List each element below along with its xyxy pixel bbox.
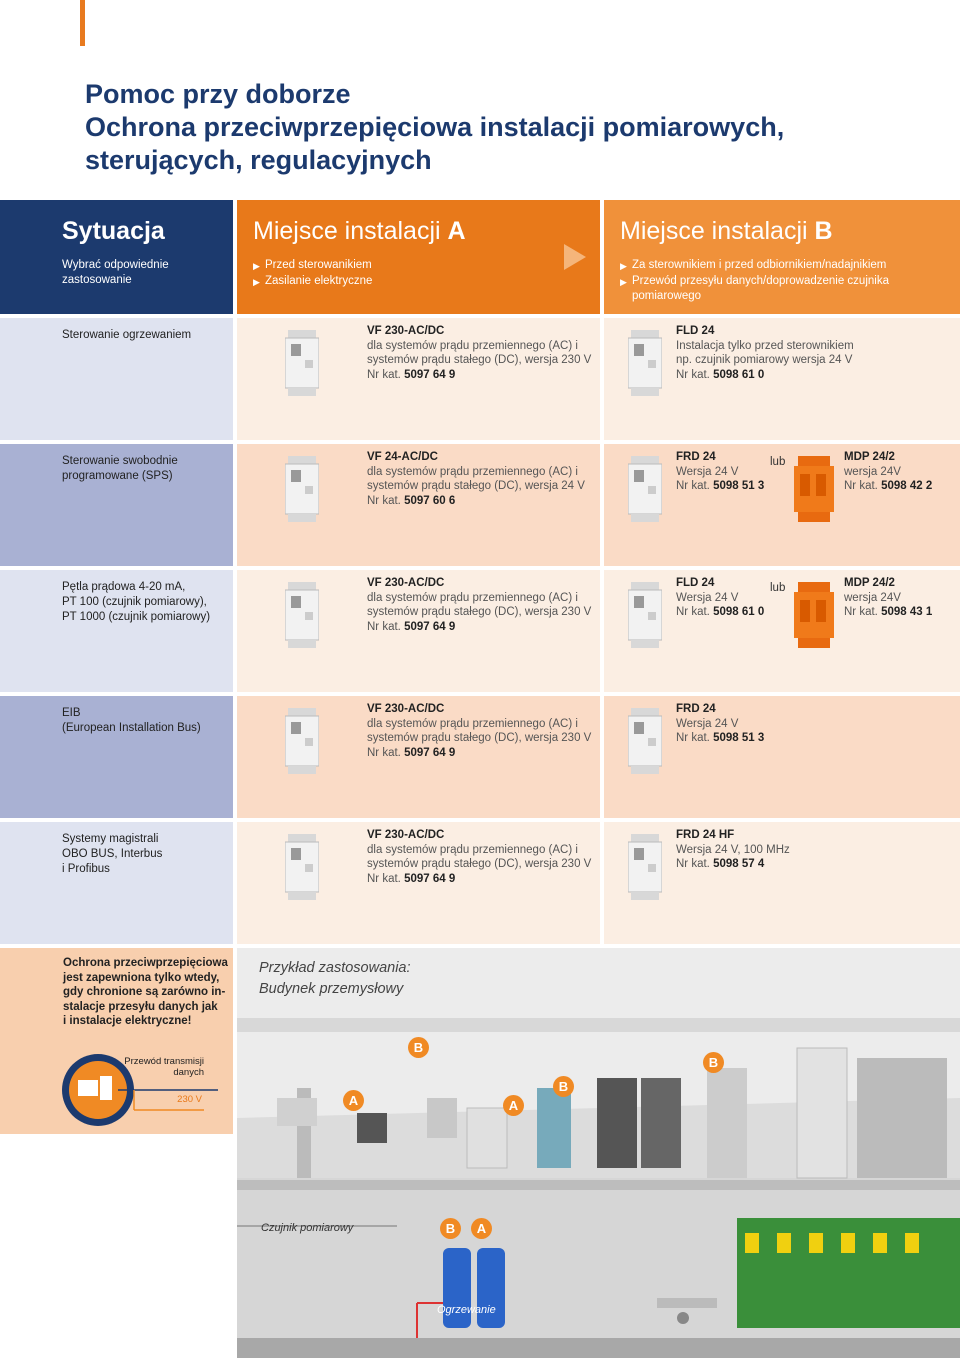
product-a: VF 230-AC/DC dla systemów prądu przemiennego (AC) i systemów prądu stałego (DC), wersja 230 V Nr kat. 5097 64 9 bbox=[367, 577, 592, 634]
protection-note: Ochrona przeciwprzepięciowa jest zapewniona tylko wtedy, gdy chronione są zarówno in- stalacje przesyłu danych jak i instalacje elektryczne! bbox=[0, 948, 233, 1034]
legend bbox=[0, 1034, 233, 1134]
arrow-right-icon bbox=[564, 244, 586, 270]
header-place-b bbox=[604, 200, 960, 314]
situation-cell: Systemy magistrali OBO BUS, Interbus i Profibus bbox=[0, 822, 233, 944]
header-situation bbox=[0, 200, 233, 314]
situation-cell: Sterowanie swobodnie programowane (SPS) bbox=[0, 444, 233, 566]
product-b: FLD 24 Wersja 24 V Nr kat. 5098 61 0 bbox=[676, 577, 765, 619]
place-b-cell bbox=[604, 822, 960, 944]
surge-protector-module-icon bbox=[628, 456, 662, 522]
place-a-cell bbox=[237, 444, 600, 566]
heating-label: Ogrzewanie bbox=[437, 1304, 496, 1316]
product-b-alternative: MDP 24/2 wersja 24V Nr kat. 5098 42 2 bbox=[844, 451, 933, 493]
marker-b: B bbox=[553, 1076, 574, 1097]
triangle-bullet-icon: ▶ bbox=[620, 261, 627, 271]
marker-a: A bbox=[343, 1090, 364, 1111]
surge-protector-module-icon bbox=[285, 456, 319, 522]
product-b: FRD 24 Wersja 24 V Nr kat. 5098 51 3 bbox=[676, 451, 765, 493]
sensor-label: Czujnik pomiarowy bbox=[261, 1222, 354, 1234]
surge-protector-module-icon bbox=[628, 834, 662, 900]
table-row bbox=[0, 570, 960, 692]
surge-protector-module-icon bbox=[628, 708, 662, 774]
table-row bbox=[0, 822, 960, 944]
accent-bar bbox=[80, 0, 85, 46]
place-a-cell bbox=[237, 822, 600, 944]
example-title: Przykład zastosowania: Budynek przemysłowy bbox=[259, 960, 411, 997]
situation-title: Sytuacja bbox=[62, 217, 165, 245]
place-b-title: Miejsce instalacji B bbox=[620, 217, 833, 245]
place-a-bullet: ▶ Przed sterowanikiem bbox=[253, 258, 600, 274]
table-row bbox=[0, 444, 960, 566]
industrial-building-illustration bbox=[237, 948, 960, 1358]
situation-cell: Pętla prądowa 4-20 mA, PT 100 (czujnik pomiarowy), PT 1000 (czujnik pomiarowy) bbox=[0, 570, 233, 692]
place-a-bullet: ▶ Zasilanie elektryczne bbox=[253, 274, 600, 290]
marker-b: B bbox=[703, 1052, 724, 1073]
table-row bbox=[0, 318, 960, 440]
situation-cell: EIB (European Installation Bus) bbox=[0, 696, 233, 818]
place-a-cell bbox=[237, 318, 600, 440]
example-illustration bbox=[237, 948, 960, 1358]
situation-cell: Sterowanie ogrzewaniem bbox=[0, 318, 233, 440]
marker-b: B bbox=[440, 1218, 461, 1239]
table-row bbox=[0, 696, 960, 818]
place-b-bullet-cont: pomiarowego bbox=[632, 290, 702, 302]
mdp-protector-module-icon bbox=[794, 456, 834, 522]
product-b: FRD 24 Wersja 24 V Nr kat. 5098 51 3 bbox=[676, 703, 765, 745]
product-b-alternative: MDP 24/2 wersja 24V Nr kat. 5098 43 1 bbox=[844, 577, 933, 619]
place-b-cell bbox=[604, 444, 960, 566]
legend-data-line: Przewód transmisji danych bbox=[124, 1056, 204, 1078]
marker-a: A bbox=[471, 1218, 492, 1239]
product-a: VF 230-AC/DC dla systemów prądu przemiennego (AC) i systemów prądu stałego (DC), wersja 230 V Nr kat. 5097 64 9 bbox=[367, 829, 592, 886]
or-label: lub bbox=[770, 456, 786, 468]
page-title: Pomoc przy doborze Ochrona przeciwprzepięciowa instalacji pomiarowych, sterujących, regulacyjnych bbox=[85, 79, 785, 175]
or-label: lub bbox=[770, 582, 786, 594]
surge-protector-module-icon bbox=[285, 708, 319, 774]
product-a: VF 230-AC/DC dla systemów prądu przemiennego (AC) i systemów prądu stałego (DC), wersja 230 V Nr kat. 5097 64 9 bbox=[367, 703, 592, 760]
marker-a: A bbox=[503, 1095, 524, 1116]
place-b-cell bbox=[604, 570, 960, 692]
product-a: VF 24-AC/DC dla systemów prądu przemiennego (AC) i systemów prądu stałego (DC), wersja 24 V Nr kat. 5097 60 6 bbox=[367, 451, 585, 508]
surge-protector-module-icon bbox=[628, 330, 662, 396]
situation-subtitle: Wybrać odpowiednie zastosowanie bbox=[62, 259, 169, 286]
place-b-cell bbox=[604, 696, 960, 818]
place-b-bullet: ▶ Za sterownikiem i przed odbiornikiem/nadajnikiem bbox=[620, 258, 960, 274]
place-b-cell bbox=[604, 318, 960, 440]
legend-power-line: 230 V bbox=[177, 1094, 202, 1105]
place-a-title: Miejsce instalacji A bbox=[253, 217, 466, 245]
header-place-a bbox=[237, 200, 600, 314]
product-a: VF 230-AC/DC dla systemów prądu przemiennego (AC) i systemów prądu stałego (DC), wersja 230 V Nr kat. 5097 64 9 bbox=[367, 325, 592, 382]
surge-protector-module-icon bbox=[628, 582, 662, 648]
surge-protector-module-icon bbox=[285, 582, 319, 648]
product-b: FLD 24 Instalacja tylko przed sterownikiem np. czujnik pomiarowy wersja 24 V Nr kat. 5098 61 0 bbox=[676, 325, 854, 382]
place-a-cell bbox=[237, 570, 600, 692]
marker-b: B bbox=[408, 1037, 429, 1058]
triangle-bullet-icon: ▶ bbox=[253, 261, 260, 271]
surge-protector-module-icon bbox=[285, 834, 319, 900]
place-b-bullet: ▶ Przewód przesyłu danych/doprowadzenie czujnika bbox=[620, 274, 960, 290]
triangle-bullet-icon: ▶ bbox=[620, 276, 627, 287]
product-b: FRD 24 HF Wersja 24 V, 100 MHz Nr kat. 5098 57 4 bbox=[676, 829, 790, 871]
mdp-protector-module-icon bbox=[794, 582, 834, 648]
place-a-cell bbox=[237, 696, 600, 818]
triangle-bullet-icon: ▶ bbox=[253, 276, 260, 287]
surge-protector-module-icon bbox=[285, 330, 319, 396]
